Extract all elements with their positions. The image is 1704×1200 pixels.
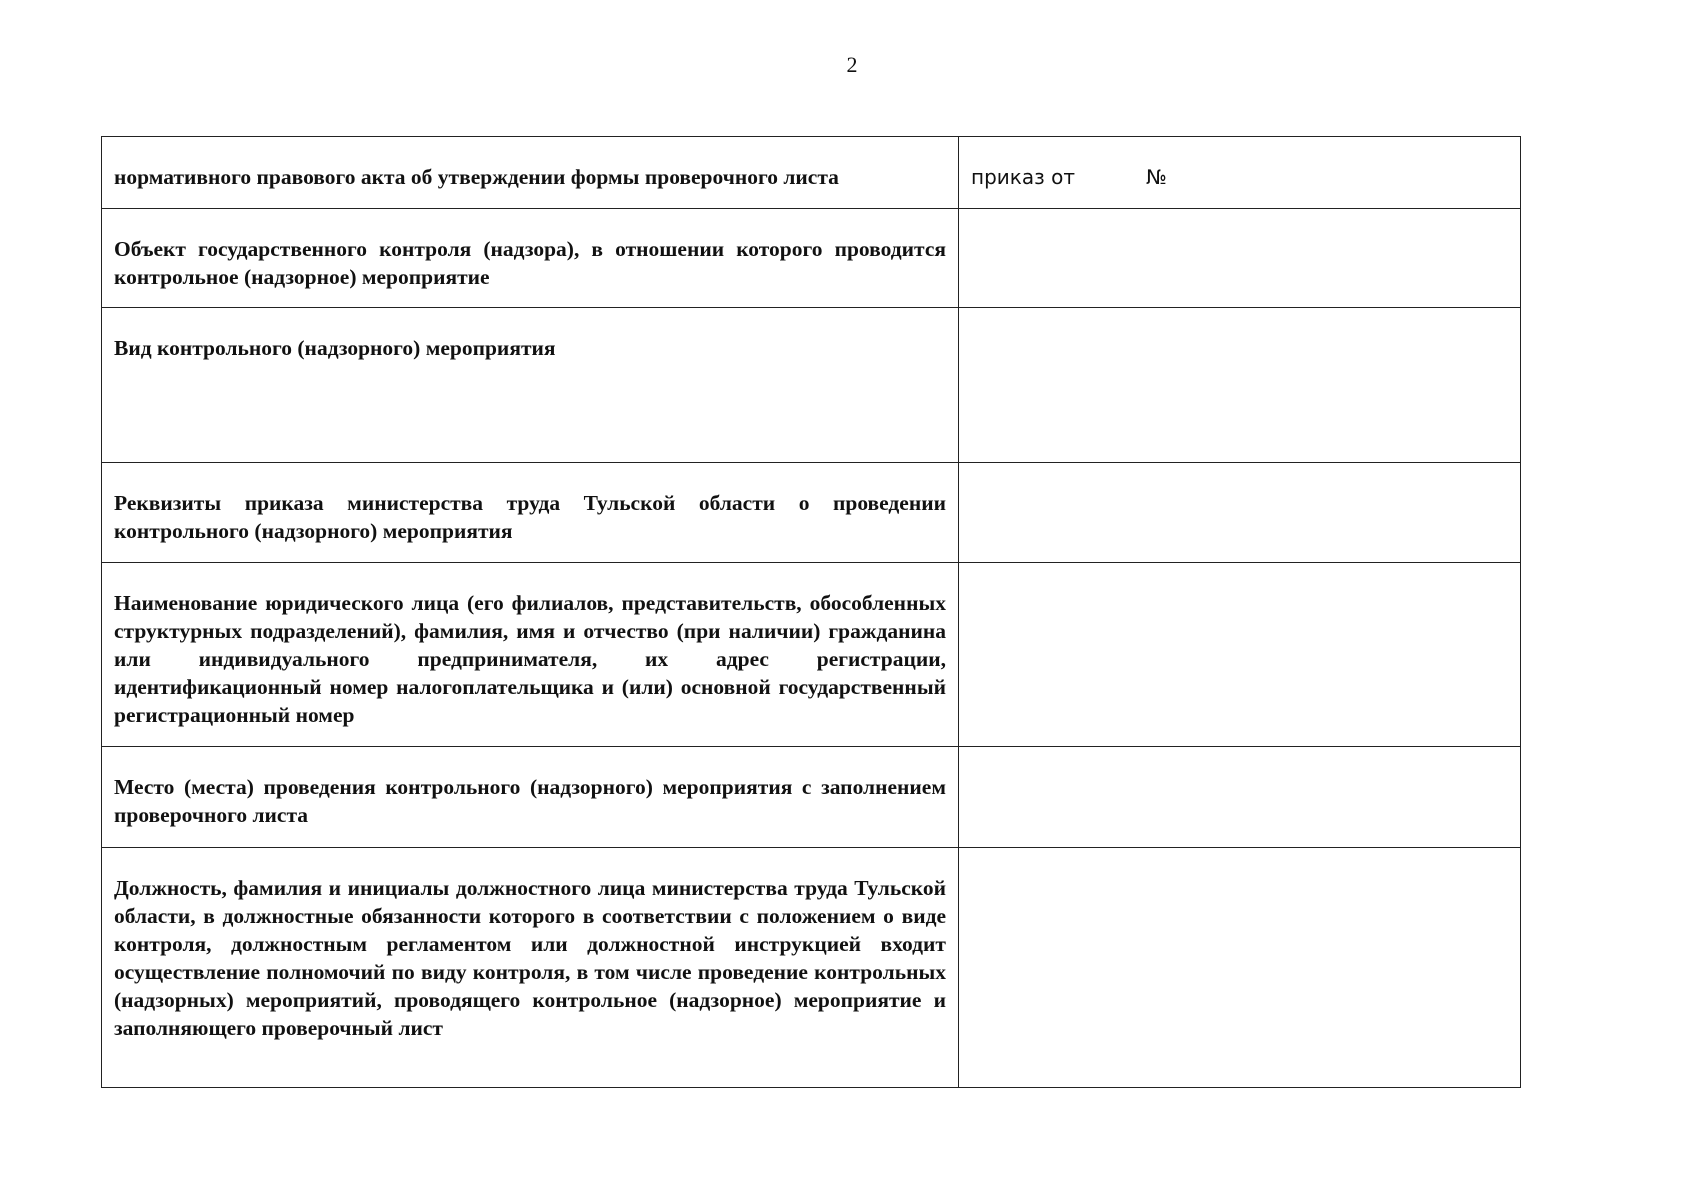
table-row [102, 463, 1521, 563]
row-value-control-object[interactable] [959, 209, 1521, 308]
order-number-sign: № [1146, 165, 1167, 189]
row-label-entity-name: Наименование юридического лица (его филиалов, представительств, обособленных структурных подразделений), фамилия, имя и отчество (при наличии) гражданина или индивидуального предпринимателя, их адрес регистрации, идентификационный номер налогоплательщика и (или) основной государственный регистрационный номер [102, 563, 959, 747]
table-row [102, 848, 1521, 1088]
table-row [102, 137, 1521, 209]
row-label-official: Должность, фамилия и инициалы должностного лица министерства труда Тульской области, в должностные обязанности которого в соответствии с положением о виде контроля, должностным регламентом или должностной инструкцией входит осуществление полномочий по виду контроля, в том числе проведение контрольных (надзорных) мероприятий, проводящего контрольное (надзорное) мероприятие и заполняющего проверочный лист [102, 848, 959, 1088]
checklist-form-table [101, 136, 1521, 1088]
table-row [102, 308, 1521, 463]
order-date-label: приказ от [971, 165, 1075, 189]
row-value-event-place[interactable] [959, 747, 1521, 848]
table-row [102, 747, 1521, 848]
table-row [102, 209, 1521, 308]
row-label-event-type: Вид контрольного (надзорного) мероприятия [102, 308, 959, 463]
row-label-control-object: Объект государственного контроля (надзора), в отношении которого проводится контрольное (надзорное) мероприятие [102, 209, 959, 308]
table-row [102, 563, 1521, 747]
row-label-normative-act: нормативного правового акта об утверждении формы проверочного листа [102, 137, 959, 209]
row-value-event-type[interactable] [959, 308, 1521, 463]
row-value-order-details[interactable] [959, 463, 1521, 563]
row-value-entity-name[interactable] [959, 563, 1521, 747]
row-label-order-details: Реквизиты приказа министерства труда Тульской области о проведении контрольного (надзорного) мероприятия [102, 463, 959, 563]
row-value-normative-act[interactable] [959, 137, 1521, 209]
row-value-official[interactable] [959, 848, 1521, 1088]
page-number: 2 [846, 52, 858, 77]
row-label-event-place: Место (места) проведения контрольного (надзорного) мероприятия с заполнением проверочного листа [102, 747, 959, 848]
